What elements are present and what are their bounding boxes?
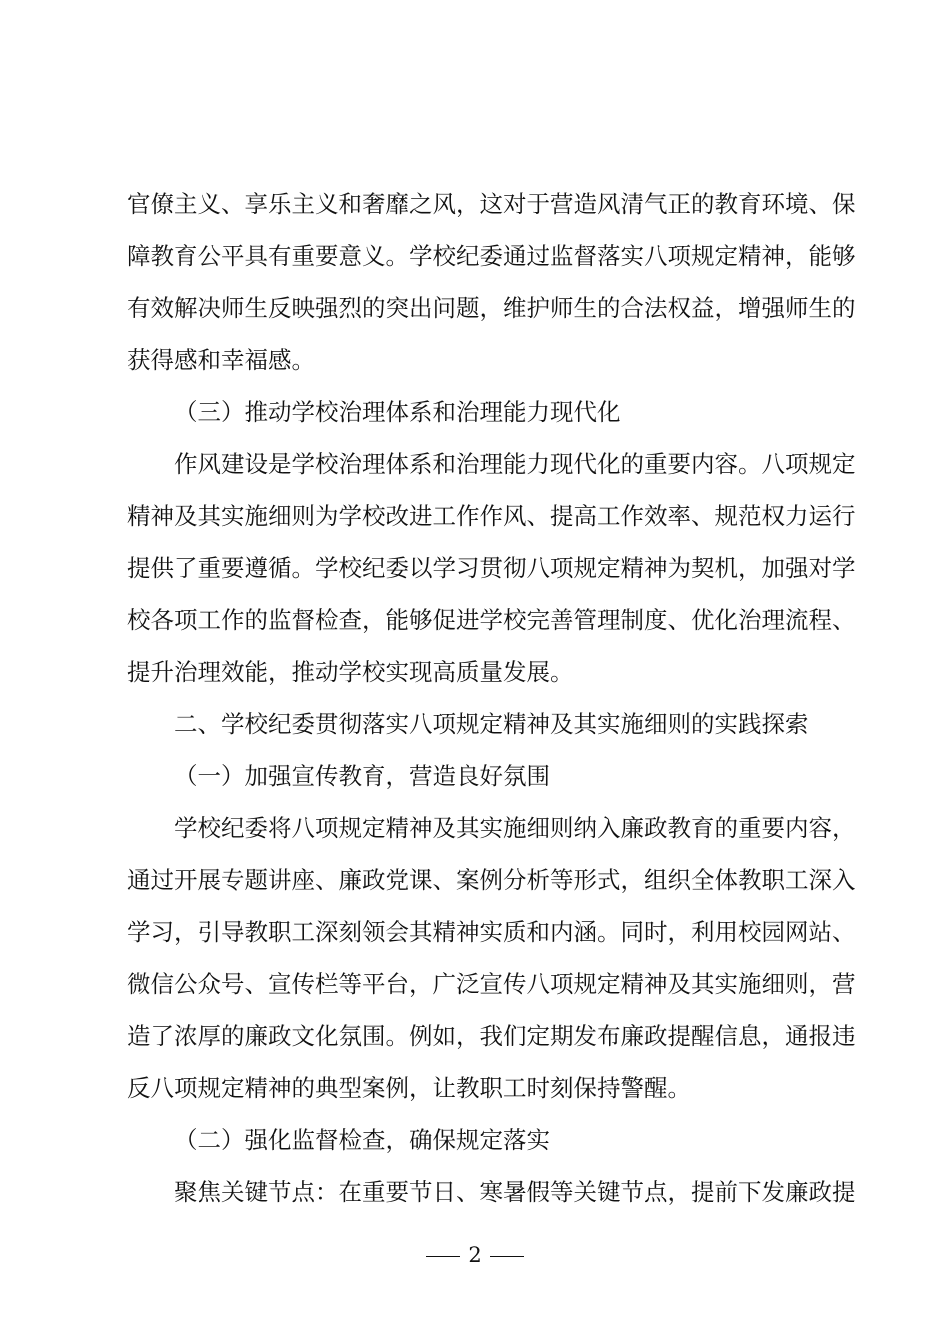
text-line: 通过开展专题讲座、廉政党课、案例分析等形式，组织全体教职工深入 — [127, 866, 856, 894]
text-line: 反八项规定精神的典型案例，让教职工时刻保持警醒。 — [127, 1074, 691, 1102]
dash-right — [490, 1256, 524, 1257]
text-line: 官僚主义、享乐主义和奢靡之风，这对于营造风清气正的教育环境、保 — [127, 190, 856, 218]
text-line: 作风建设是学校治理体系和治理能力现代化的重要内容。八项规定 — [174, 450, 856, 478]
text-line: 聚焦关键节点：在重要节日、寒暑假等关键节点，提前下发廉政提 — [174, 1178, 856, 1206]
text-line: 造了浓厚的廉政文化氛围。例如，我们定期发布廉政提醒信息，通报违 — [127, 1022, 856, 1050]
text-line: 提升治理效能，推动学校实现高质量发展。 — [127, 658, 574, 686]
text-line: 障教育公平具有重要意义。学校纪委通过监督落实八项规定精神，能够 — [127, 242, 856, 270]
section-heading: （三）推动学校治理体系和治理能力现代化 — [174, 398, 621, 426]
section-heading: （二）强化监督检查，确保规定落实 — [174, 1126, 550, 1154]
page-number: 2 — [468, 1243, 482, 1267]
dash-left — [426, 1256, 460, 1257]
text-line: 校各项工作的监督检查，能够促进学校完善管理制度、优化治理流程、 — [127, 606, 856, 634]
chapter-heading: 二、学校纪委贯彻落实八项规定精神及其实施细则的实践探索 — [174, 710, 809, 738]
page-footer — [0, 1240, 950, 1270]
text-line: 微信公众号、宣传栏等平台，广泛宣传八项规定精神及其实施细则，营 — [127, 970, 856, 998]
text-line: 有效解决师生反映强烈的突出问题，维护师生的合法权益，增强师生的 — [127, 294, 856, 322]
text-line: 学校纪委将八项规定精神及其实施细则纳入廉政教育的重要内容， — [174, 814, 856, 842]
text-line: 学习，引导教职工深刻领会其精神实质和内涵。同时，利用校园网站、 — [127, 918, 856, 946]
text-line: 提供了重要遵循。学校纪委以学习贯彻八项规定精神为契机，加强对学 — [127, 554, 856, 582]
text-line: 获得感和幸福感。 — [127, 346, 315, 374]
document-body — [127, 178, 856, 1218]
text-line: 精神及其实施细则为学校改进工作作风、提高工作效率、规范权力运行 — [127, 502, 856, 530]
section-heading: （一）加强宣传教育，营造良好氛围 — [174, 762, 550, 790]
